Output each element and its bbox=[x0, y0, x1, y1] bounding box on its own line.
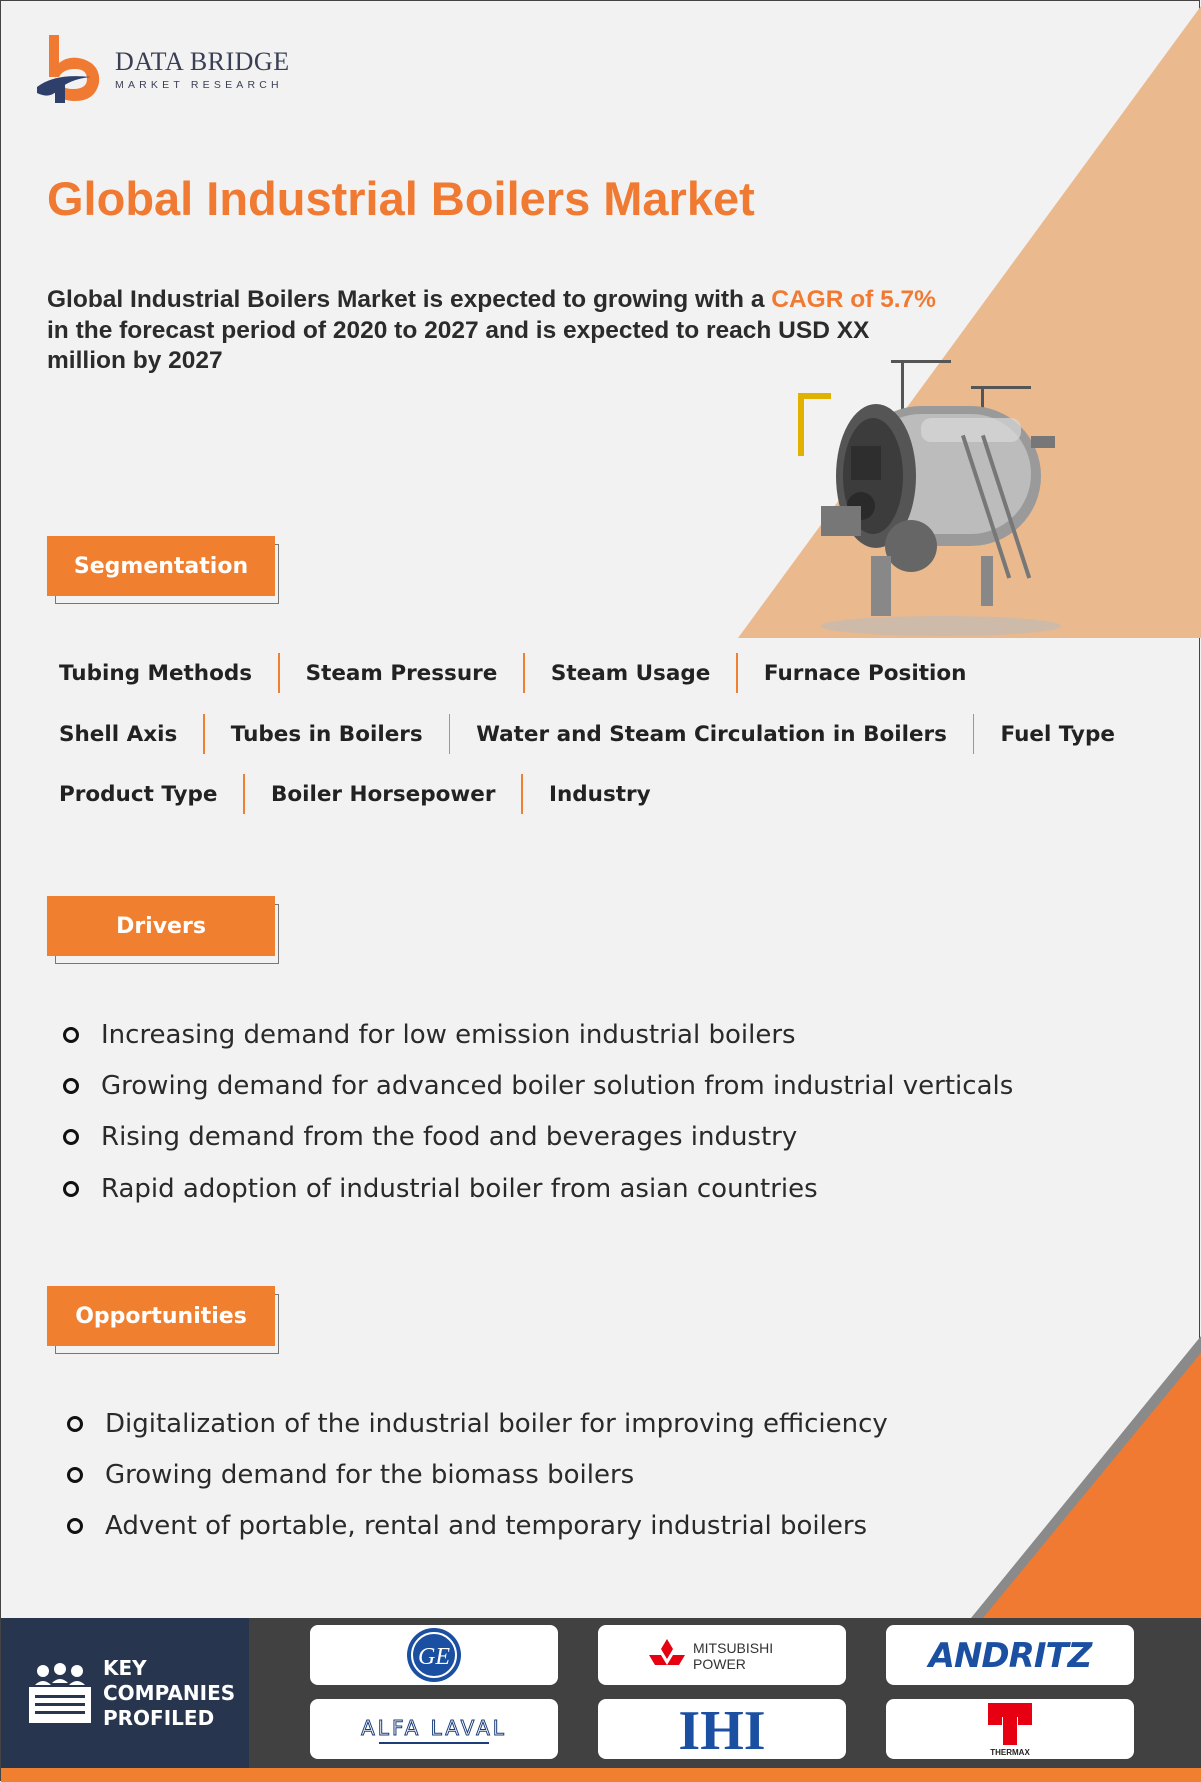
segment-divider bbox=[973, 714, 975, 754]
segment-divider bbox=[243, 774, 245, 814]
segment-fuel-type: Fuel Type bbox=[1000, 721, 1115, 747]
opportunities-label: Opportunities bbox=[47, 1286, 275, 1346]
driver-text: Increasing demand for low emission industrial boilers bbox=[101, 1019, 796, 1050]
intro-text-2: in the forecast period of 2020 to 2027 and is expected to reach USD XX million by 2027 bbox=[47, 316, 870, 374]
segmentation-label: Segmentation bbox=[47, 536, 275, 596]
alfa-laval-logo-icon bbox=[361, 1705, 507, 1753]
driver-text: Growing demand for advanced boiler solution from industrial verticals bbox=[101, 1070, 1014, 1101]
list-item bbox=[67, 1398, 888, 1449]
segment-industry: Industry bbox=[548, 781, 651, 807]
andritz-logo-text: ANDRITZ bbox=[928, 1636, 1092, 1676]
opportunity-text: Digitalization of the industrial boiler for improving efficiency bbox=[105, 1408, 888, 1439]
bullet-ring-icon bbox=[63, 1181, 79, 1197]
mitsubishi-power-logo-icon bbox=[647, 1635, 797, 1675]
company-logo-andritz bbox=[886, 1625, 1134, 1685]
segment-divider bbox=[521, 774, 523, 814]
ge-logo-icon bbox=[404, 1625, 464, 1685]
list-item bbox=[63, 1163, 1013, 1214]
segment-boiler-horsepower: Boiler Horsepower bbox=[270, 781, 496, 807]
meeting-icon bbox=[27, 1661, 93, 1725]
segment-tubes-in-boilers: Tubes in Boilers bbox=[230, 721, 423, 747]
segment-water-steam-circulation: Water and Steam Circulation in Boilers bbox=[476, 721, 947, 747]
drivers-list bbox=[63, 1009, 1013, 1214]
drivers-label: Drivers bbox=[47, 896, 275, 956]
segment-divider bbox=[449, 714, 451, 754]
thermax-label: THERMAX bbox=[990, 1748, 1030, 1757]
key-line-3: PROFILED bbox=[103, 1705, 215, 1730]
company-logo-alfa-laval bbox=[310, 1699, 558, 1759]
segment-product-type: Product Type bbox=[59, 781, 218, 807]
list-item bbox=[63, 1112, 1013, 1163]
opportunities-tag bbox=[47, 1286, 277, 1348]
footer-accent-strip bbox=[1, 1768, 1201, 1782]
company-logo-ge bbox=[310, 1625, 558, 1685]
drivers-tag bbox=[47, 896, 277, 958]
segmentation-row-3 bbox=[47, 774, 663, 814]
company-logo-ihi bbox=[598, 1699, 846, 1762]
segment-divider bbox=[736, 653, 738, 693]
opportunity-text: Growing demand for the biomass boilers bbox=[105, 1459, 635, 1490]
segment-divider bbox=[523, 653, 525, 693]
company-logo-thermax bbox=[886, 1699, 1134, 1759]
intro-text-1: Global Industrial Boilers Market is expected to growing with a bbox=[47, 286, 772, 313]
brand-subtitle: MARKET RESEARCH bbox=[115, 79, 283, 91]
segment-tubing-methods: Tubing Methods bbox=[59, 660, 253, 686]
bullet-ring-icon bbox=[67, 1416, 83, 1432]
opportunity-text: Advent of portable, rental and temporary industrial boilers bbox=[105, 1511, 868, 1542]
segment-steam-usage: Steam Usage bbox=[550, 660, 711, 686]
mitsubishi-line-2: POWER bbox=[693, 1656, 746, 1672]
segment-furnace-position: Furnace Position bbox=[763, 660, 967, 686]
ihi-logo-icon bbox=[657, 1700, 787, 1762]
opportunities-list bbox=[67, 1398, 888, 1552]
driver-text: Rapid adoption of industrial boiler from asian countries bbox=[101, 1173, 818, 1204]
data-bridge-logo-icon bbox=[35, 33, 107, 105]
segmentation-row-1 bbox=[47, 653, 978, 693]
bullet-ring-icon bbox=[63, 1129, 79, 1145]
segmentation-row-2 bbox=[47, 714, 1127, 754]
key-companies-panel bbox=[1, 1618, 249, 1768]
ge-logo-text: GE bbox=[418, 1644, 450, 1670]
bullet-ring-icon bbox=[63, 1027, 79, 1043]
bullet-ring-icon bbox=[63, 1078, 79, 1094]
bullet-ring-icon bbox=[67, 1467, 83, 1483]
key-line-2: COMPANIES bbox=[103, 1680, 236, 1705]
driver-text: Rising demand from the food and beverages industry bbox=[101, 1122, 798, 1153]
segmentation-tag bbox=[47, 536, 277, 598]
segment-steam-pressure: Steam Pressure bbox=[305, 660, 498, 686]
list-item bbox=[67, 1501, 888, 1552]
segment-shell-axis: Shell Axis bbox=[59, 721, 178, 747]
key-line-1: KEY bbox=[103, 1655, 147, 1680]
alfa-laval-logo-text: ALFA LAVAL bbox=[361, 1716, 507, 1740]
page-title: Global Industrial Boilers Market bbox=[47, 172, 755, 225]
segment-divider bbox=[203, 714, 205, 754]
bullet-ring-icon bbox=[67, 1518, 83, 1534]
industrial-boiler-illustration bbox=[781, 356, 1081, 646]
mitsubishi-line-1: MITSUBISHI bbox=[693, 1640, 774, 1656]
company-logo-mitsubishi bbox=[598, 1625, 846, 1685]
thermax-logo-icon bbox=[980, 1701, 1040, 1757]
segment-divider bbox=[278, 653, 280, 693]
ihi-logo-text: IHI bbox=[678, 1700, 766, 1762]
cagr-highlight: CAGR of 5.7% bbox=[771, 286, 936, 313]
andritz-logo-icon bbox=[925, 1635, 1095, 1675]
list-item bbox=[63, 1009, 1013, 1060]
brand-logo bbox=[35, 33, 290, 105]
list-item bbox=[63, 1060, 1013, 1111]
list-item bbox=[67, 1449, 888, 1500]
brand-name: DATA BRIDGE bbox=[115, 47, 290, 76]
